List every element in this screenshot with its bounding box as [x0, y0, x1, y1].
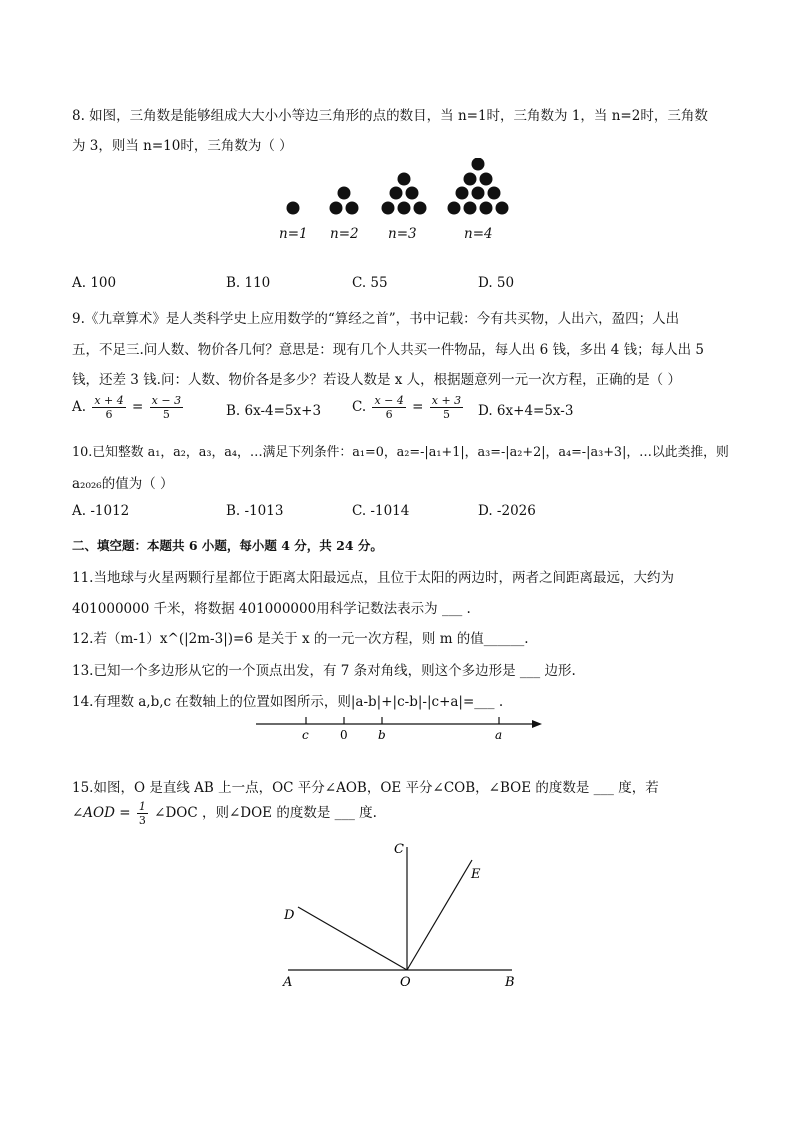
q10-option-c: C. -1014: [352, 503, 410, 519]
q8-option-b: B. 110: [226, 275, 271, 291]
angle-label-a: A: [283, 975, 293, 990]
numberline-label-0: 0: [340, 728, 348, 742]
q9-option-d: D. 6x+4=5x-3: [478, 403, 574, 419]
numberline-label-c: c: [302, 728, 309, 742]
angle-label-e: E: [471, 867, 481, 882]
q9-option-b: B. 6x-4=5x+3: [226, 403, 322, 419]
angle-label-o: O: [400, 975, 411, 990]
q10-option-d: D. -2026: [478, 503, 536, 519]
q11-line1: 11.当地球与火星两颗行星都位于距离太阳最远点，且位于太阳的两边时，两者之间距离最远，大约为: [72, 570, 674, 586]
q9-option-c-left-fraction: $\frac{x - 4}{6}$: [374, 394, 404, 421]
q13-line: 13.已知一个多边形从它的一个顶点出发，有 7 条对角线，则这个多边形是 ___ 边形.: [72, 663, 576, 679]
q15-line2-suffix: ∠DOC ，则∠DOE 的度数是 ___ 度.: [154, 805, 377, 821]
q8-option-d: D. 50: [478, 275, 515, 291]
q9-option-c-label: C.: [352, 399, 367, 415]
caption-n3: n=3: [388, 226, 417, 242]
q10-option-b: B. -1013: [226, 503, 284, 519]
angle-label-b: B: [505, 975, 515, 990]
caption-n1: n=1: [279, 226, 308, 242]
q9-option-c: C. $\frac{x - 4}{6}$ = $\frac{x + 3}{5}$: [352, 394, 462, 421]
q10-line2: a₂₀₂₆的值为（ ）: [72, 476, 174, 492]
q8-option-c: C. 55: [352, 275, 388, 291]
q8-line2: 为 3，则当 n=10时，三角数为（ ）: [72, 138, 293, 154]
q8-line1: 8. 如图，三角数是能够组成大大小小等边三角形的点的数目，当 n=1时，三角数为 1，当 n=2时，三角数: [72, 108, 708, 124]
q9-option-c-right-fraction: $\frac{x + 3}{5}$: [431, 394, 462, 421]
q9-option-a-label: A.: [72, 399, 87, 415]
number-line-figure: [0, 712, 794, 752]
q11-line2: 401000000 千米，将数据 401000000用科学记数法表示为 ___ .: [72, 601, 471, 617]
q14-line: 14.有理数 a,b,c 在数轴上的位置如图所示，则|a-b|+|c-b|-|c+a|=___ .: [72, 694, 504, 710]
angle-figure: [0, 835, 794, 995]
caption-n2: n=2: [330, 226, 359, 242]
q9-option-a-right-fraction: $\frac{x - 3}{5}$: [151, 394, 182, 421]
caption-n4: n=4: [464, 226, 493, 242]
q9-line1: 9.《九章算术》是人类科学史上应用数学的“算经之首”，书中记载：今有共买物，人出六，盈四；人出: [72, 311, 680, 327]
q9-option-a: A. $\frac{x + 4}{6}$ = $\frac{x - 3}{5}$: [72, 394, 182, 421]
q15-line2-prefix: ∠AOD =: [72, 805, 131, 821]
q12-line: 12.若（m-1）x^(|2m-3|)=6 是关于 x 的一元一次方程，则 m 的值______.: [72, 631, 529, 647]
numberline-label-a: a: [495, 728, 503, 742]
q9-line3: 钱，还差 3 钱.问：人数、物价各是多少？若设人数是 x 人，根据题意列一元一次方程，正确的是（ ）: [72, 372, 681, 388]
angle-label-d: D: [284, 908, 295, 923]
q10-line1: 10.已知整数 a₁，a₂，a₃，a₄，…满足下列条件：a₁=0，a₂=-|a₁+1|，a₃=-|a₂+2|，a₄=-|a₃+3|，…以此类推，则: [72, 445, 729, 460]
section-heading: 二、填空题：本题共 6 小题，每小题 4 分，共 24 分。: [72, 538, 383, 553]
q15-line1: 15.如图，O 是直线 AB 上一点，OC 平分∠AOB，OE 平分∠COB，∠BOE 的度数是 ___ 度，若: [72, 780, 659, 796]
angle-label-c: C: [394, 842, 404, 857]
q15-fraction: $\frac{1}{3}$: [138, 800, 146, 827]
q15-line2: [72, 800, 377, 827]
q10-option-a: A. -1012: [72, 503, 130, 519]
numberline-label-b: b: [378, 728, 386, 742]
q9-line2: 五，不足三.问人数、物价各几何？意思是：现有几个人共买一件物品，每人出 6 钱，多出 4 钱；每人出 5: [72, 342, 705, 358]
q9-option-a-left-fraction: $\frac{x + 4}{6}$: [94, 394, 124, 421]
q8-option-a: A. 100: [72, 275, 117, 291]
